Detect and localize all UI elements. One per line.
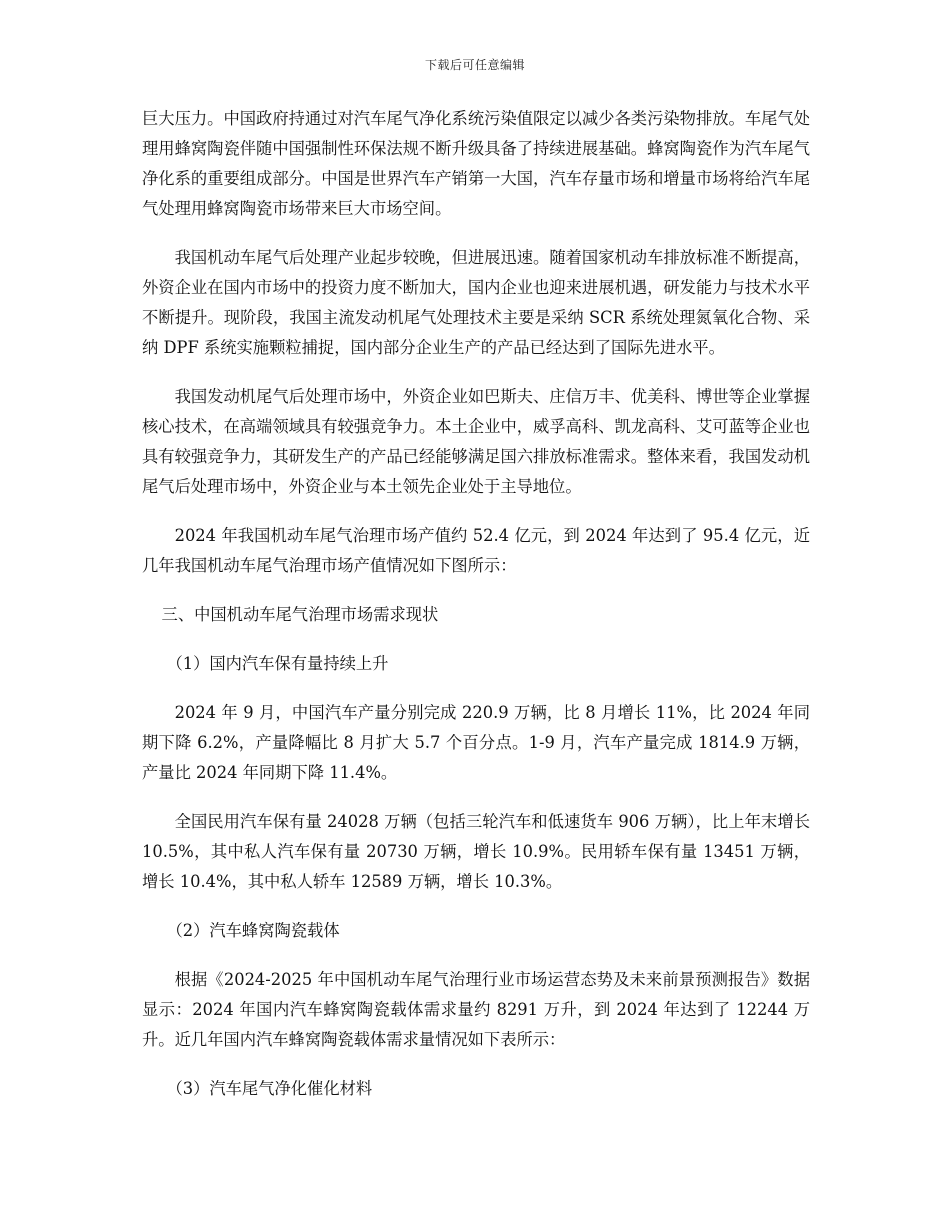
document-body xyxy=(142,104,810,1123)
body-paragraph: 根据《2024-2025 年中国机动车尾气治理行业市场运营态势及未来前景预测报告》数据显示：2024 年国内汽车蜂窝陶瓷载体需求量约 8291 万升，到 2024 年达到了 12244 万升。近几年国内汽车蜂窝陶瓷载体需求量情况如下表所示： xyxy=(142,970,810,1049)
body-paragraph: 2024 年 9 月，中国汽车产量分别完成 220.9 万辆，比 8 月增长 11%，比 2024 年同期下降 6.2%，产量降幅比 8 月扩大 5.7 个百分点。1-9 月，汽车产量完成 1814.9 万辆，产量比 2024 年同期下降 11.4%。 xyxy=(142,703,810,782)
section-heading: 三、中国机动车尾气治理市场需求现状 xyxy=(161,605,439,624)
body-paragraph: 全国民用汽车保有量 24028 万辆（包括三轮汽车和低速货车 906 万辆），比上年末增长 10.5%，其中私人汽车保有量 20730 万辆，增长 10.9%。民用轿车保有量 13451 万辆，增长 10.4%，其中私人轿车 12589 万辆，增长 10.3%。 xyxy=(142,812,810,891)
body-paragraph: 2024 年我国机动车尾气治理市场产值约 52.4 亿元，到 2024 年达到了 95.4 亿元，近几年我国机动车尾气治理市场产值情况如下图所示： xyxy=(142,526,810,575)
body-paragraph: 我国机动车尾气后处理产业起步较晚，但进展迅速。随着国家机动车排放标准不断提高，外资企业在国内市场中的投资力度不断加大，国内企业也迎来进展机遇，研发能力与技术水平不断提升。现阶段，我国主流发动机尾气处理技术主要是采纳 SCR 系统处理氮氧化合物、采纳 DPF 系统实施颗粒捕捉，国内部分企业生产的产品已经达到了国际先进水平。 xyxy=(142,248,810,357)
subsection-heading: （3）汽车尾气净化催化材料 xyxy=(166,1079,373,1098)
body-paragraph: 我国发动机尾气后处理市场中，外资企业如巴斯夫、庄信万丰、优美科、博世等企业掌握核心技术，在高端领域具有较强竞争力。本土企业中，威孚高科、凯龙高科、艾可蓝等企业也具有较强竞争力，其研发生产的产品已经能够满足国六排放标准需求。整体来看，我国发动机尾气后处理市场中，外资企业与本土领先企业处于主导地位。 xyxy=(142,387,810,496)
page-header: 下载后可任意编辑 xyxy=(424,58,525,72)
subsection-heading: （1）国内汽车保有量持续上升 xyxy=(166,654,389,673)
body-paragraph: 巨大压力。中国政府持通过对汽车尾气净化系统污染值限定以减少各类污染物排放。车尾气处理用蜂窝陶瓷伴随中国强制性环保法规不断升级具备了持续进展基础。蜂窝陶瓷作为汽车尾气净化系的重要组成部分。中国是世界汽车产销第一大国，汽车存量市场和增量市场将给汽车尾气处理用蜂窝陶瓷市场带来巨大市场空间。 xyxy=(142,109,810,218)
subsection-heading: （2）汽车蜂窝陶瓷载体 xyxy=(166,921,340,940)
